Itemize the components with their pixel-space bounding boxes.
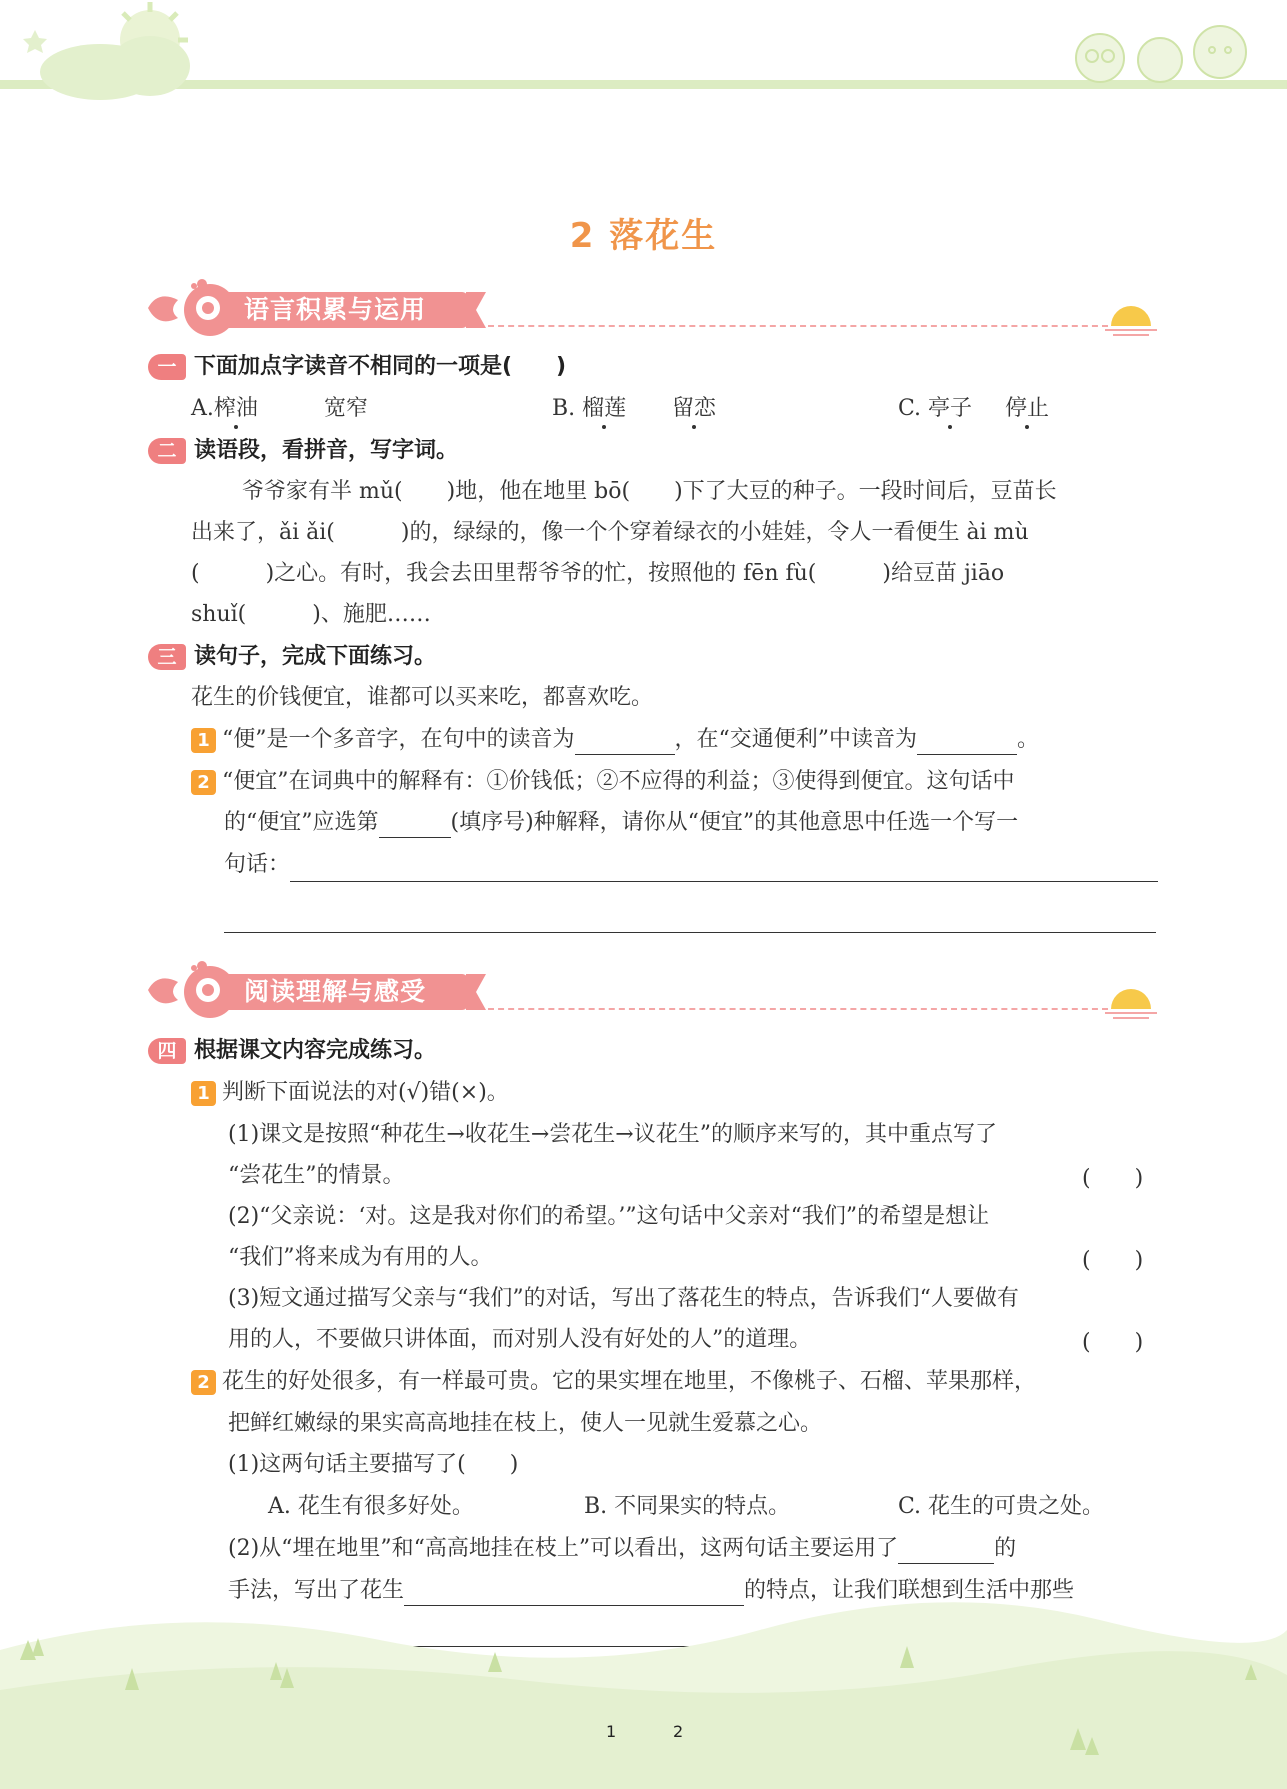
dotted-word: 宽窄 [324, 396, 369, 421]
q3-sentence: 花生的价钱便宜，谁都可以买来吃，都喜欢吃。 [191, 685, 654, 710]
q2-paragraph-line: shuǐ( )、施肥…… [191, 602, 431, 627]
question-3 [148, 642, 436, 672]
question-text: 下面加点字读音不相同的一项是( ) [194, 354, 567, 379]
animal-faces-icon [1076, 26, 1246, 82]
judge-paren[interactable]: ( ) [1082, 1248, 1144, 1273]
dashed-divider [488, 1008, 1108, 1010]
q4-sub2-option: C. 花生的可贵之处。 [898, 1494, 1105, 1519]
section-title-language: 语言积累与运用 [244, 295, 427, 324]
q1-option-b-word2 [672, 394, 716, 424]
sub-number: 1 [191, 1081, 216, 1106]
sub-number: 2 [191, 1370, 216, 1395]
sub-number: 2 [191, 770, 216, 795]
sub-number: 1 [191, 728, 216, 753]
top-decoration [0, 0, 1287, 110]
bottom-hills-decoration [0, 1560, 1287, 1789]
q1-option-a-word2 [324, 394, 368, 424]
question-number: 一 [148, 354, 186, 380]
page-number-left: 1 [606, 1722, 617, 1741]
sub-text: (2)从“埋在地里”和“高高地挂在枝上”可以看出，这两句话主要运用了 [228, 1536, 899, 1561]
dotted-word: 停止 [1005, 396, 1050, 421]
dotted-word: 亭子 [928, 396, 973, 421]
answer-line[interactable] [290, 881, 1158, 882]
q3-sub2-line3: 句话： [224, 852, 291, 877]
judge-item-line: “我们”将来成为有用的人。 [228, 1245, 493, 1270]
judge-item-line: (1)课文是按照“种花生→收花生→尝花生→议花生”的顺序来写的，其中重点写了 [228, 1122, 997, 1147]
judge-item-line: 用的人，不要做只讲体面，而对别人没有好处的人”的道理。 [228, 1327, 812, 1352]
sub-text: ，在“交通便利”中读音为 [674, 727, 917, 752]
answer-blank[interactable] [917, 732, 1017, 755]
q1-option-c-word2 [1005, 394, 1049, 424]
q4-sub2-p1: (1)这两句话主要描写了( ) [228, 1452, 519, 1477]
q1-option-c [898, 394, 972, 424]
q4-sub2-line2: 把鲜红嫩绿的果实高高地挂在枝上，使人一见就生爱慕之心。 [228, 1411, 823, 1436]
question-text: 根据课文内容完成练习。 [194, 1038, 437, 1063]
option-letter: B. [552, 396, 576, 421]
sub-text: “便宜”在词典中的解释有：①价钱低；②不应得的利益；③使得到便宜。这句话中 [222, 769, 1015, 794]
sub-text: 。 [1017, 727, 1040, 752]
dotted-word: 留恋 [672, 396, 717, 421]
judge-paren[interactable]: ( ) [1082, 1166, 1144, 1191]
dashed-divider [488, 325, 1108, 327]
q3-sub2-line2 [224, 808, 1018, 838]
dotted-word: 榴莲 [582, 396, 627, 421]
sunset-icon [1105, 985, 1157, 1021]
sun-cloud-icon [23, 2, 190, 100]
question-number: 二 [148, 438, 186, 464]
section-banner-reading [148, 960, 488, 1020]
judge-item-line: “尝花生”的情景。 [228, 1163, 405, 1188]
page-number-right: 2 [673, 1722, 684, 1741]
q1-option-a [191, 394, 258, 424]
answer-line[interactable] [224, 932, 1156, 933]
q4-sub2-option: B. 不同果实的特点。 [584, 1494, 791, 1519]
page-title: 2 落花生 [569, 216, 718, 256]
sub-text: 的 [994, 1536, 1017, 1561]
q3-sub2 [191, 767, 1015, 797]
section-title-reading: 阅读理解与感受 [244, 977, 427, 1006]
sub-text: 花生的好处很多，有一样最可贵。它的果实埋在地里，不像桃子、石榴、苹果那样， [222, 1369, 1037, 1394]
q4-sub2-option: A. 花生有很多好处。 [268, 1494, 474, 1519]
q4-sub2 [191, 1367, 1036, 1397]
answer-blank[interactable] [379, 815, 451, 838]
q2-paragraph-line: 爷爷家有半 mǔ( )地，他在地里 bō( )下了大豆的种子。一段时间后，豆苗长 [242, 479, 1057, 504]
option-letter: C. [898, 396, 922, 421]
question-2 [148, 436, 458, 466]
judge-item-line: (2)“父亲说：‘对。这是我对你们的希望。’”这句话中父亲对“我们”的希望是想让 [228, 1204, 990, 1229]
q4-sub1 [191, 1078, 509, 1108]
sub-text: 的特点，让我们联想到生活中那些 [744, 1578, 1075, 1603]
q2-paragraph-line: ( )之心。有时，我会去田里帮爷爷的忙，按照他的 fēn fù( )给豆苗 jiāo [191, 561, 1005, 586]
sub-text: 判断下面说法的对(√)错(×)。 [222, 1080, 509, 1105]
question-4 [148, 1036, 436, 1066]
question-number: 三 [148, 644, 186, 670]
question-text: 读语段，看拼音，写字词。 [194, 438, 459, 463]
dotted-word: 榨油 [213, 396, 258, 421]
judge-paren[interactable]: ( ) [1082, 1330, 1144, 1355]
sunset-icon [1105, 302, 1157, 338]
question-1 [148, 352, 566, 382]
question-number: 四 [148, 1038, 186, 1064]
sub-text: 的“便宜”应选第 [224, 810, 379, 835]
section-banner-language [148, 278, 488, 338]
option-letter: A. [191, 396, 214, 421]
answer-blank[interactable] [575, 732, 675, 755]
question-text: 读句子，完成下面练习。 [194, 644, 437, 669]
q2-paragraph-line: 出来了，ǎi ǎi( )的，绿绿的，像一个个穿着绿衣的小娃娃，令人一看便生 ài mù [191, 520, 1029, 545]
q1-option-b [552, 394, 626, 424]
sub-text: (填序号)种解释，请你从“便宜”的其他意思中任选一个写一 [450, 810, 1019, 835]
judge-item-line: (3)短文通过描写父亲与“我们”的对话，写出了落花生的特点，告诉我们“人要做有 [228, 1286, 1019, 1311]
q3-sub1 [191, 725, 1039, 755]
sub-text: 手法，写出了花生 [228, 1578, 405, 1603]
sub-text: “便”是一个多音字，在句中的读音为 [222, 727, 575, 752]
